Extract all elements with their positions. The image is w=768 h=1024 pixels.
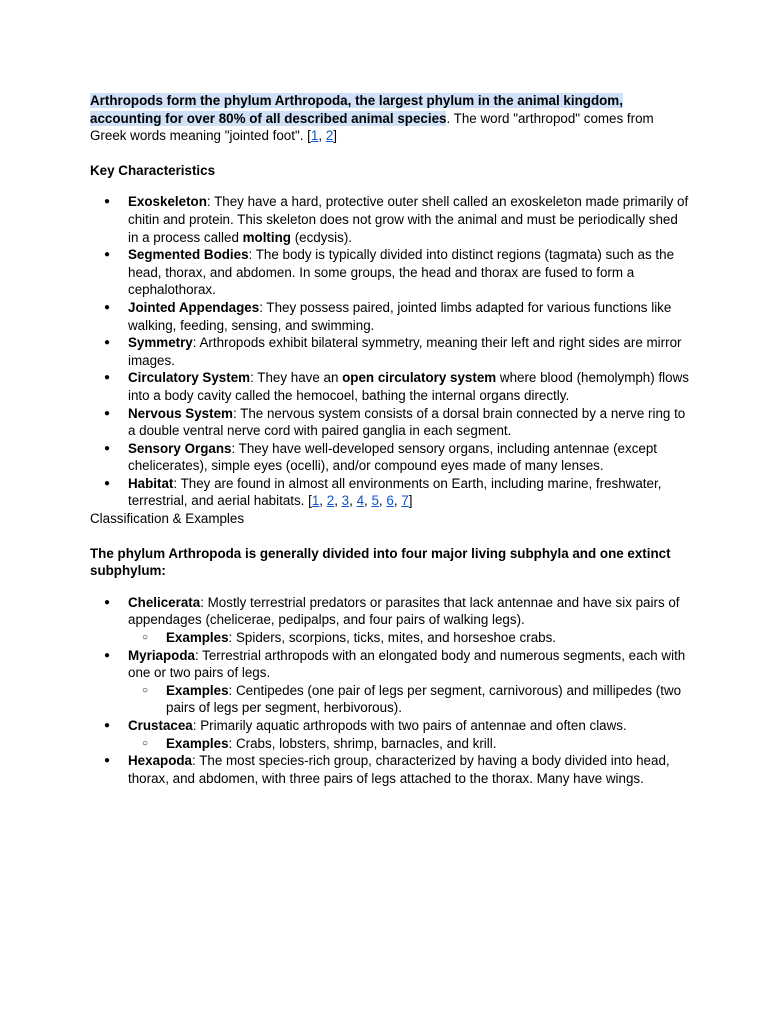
citation-link[interactable]: 7	[401, 493, 409, 509]
list-item: ● Jointed Appendages: They possess paired, jointed limbs adapted for various functions like walking, feeding, sensing, and swimming.	[90, 299, 690, 334]
list-item: ● Crustacea: Primarily aquatic arthropods with two pairs of antennae and often claws. ○ Examples: Crabs, lobsters, shrimp, barnacles, and krill.	[90, 717, 690, 752]
list-item: ● Segmented Bodies: The body is typically divided into distinct regions (tagmata) such as the head, thorax, and abdomen. In some groups, the head and thorax are fused to form a cephalothorax.	[90, 246, 690, 299]
citation-link[interactable]: 1	[311, 493, 320, 509]
list-item: ● Chelicerata: Mostly terrestrial predators or parasites that lack antennae and have six pairs of appendages (chelicerae, pedipalps, and four pairs of walking legs). ○ Examples: Spiders, scorpions, ticks, mites, and horseshoe crabs.	[90, 594, 690, 647]
citation-link[interactable]: 5	[371, 493, 379, 509]
characteristics-list	[90, 193, 690, 510]
citation-link[interactable]: 2	[326, 493, 335, 509]
examples-list	[128, 682, 690, 717]
key-characteristics-heading: Key Characteristics	[90, 162, 216, 178]
list-item: ○ Examples: Spiders, scorpions, ticks, mites, and horseshoe crabs.	[128, 629, 690, 647]
list-item: ● Sensory Organs: They have well-developed sensory organs, including antennae (except chelicerates), simple eyes (ocelli), and/or compound eyes made of many lenses.	[90, 440, 690, 475]
subphylum-chelicerata	[90, 594, 690, 647]
list-item: ● Exoskeleton: They have a hard, protective outer shell called an exoskeleton made primarily of chitin and protein. This skeleton does not grow with the animal and must be periodically shed in a process called molting (ecdysis).	[90, 193, 690, 246]
intro-paragraph: Arthropods form the phylum Arthropoda, the largest phylum in the animal kingdom, accounting for over 80% of all described animal species. The word "arthropod" comes from Greek words meaning "jointed foot". [1, 2]	[90, 93, 654, 144]
citation-link[interactable]: 4	[356, 493, 365, 509]
list-item: ○ Examples: Crabs, lobsters, shrimp, barnacles, and krill.	[128, 735, 690, 753]
classification-heading: Classification & Examples	[90, 511, 245, 527]
list-item: ● Circulatory System: They have an open circulatory system where blood (hemolymph) flows into a body cavity called the hemocoel, bathing the internal organs directly.	[90, 369, 690, 404]
document-page	[90, 92, 690, 787]
citation-link[interactable]: 6	[386, 493, 394, 509]
examples-list	[128, 735, 690, 753]
citation-link[interactable]: 3	[341, 493, 350, 509]
subphyla-intro: The phylum Arthropoda is generally divided into four major living subphyla and one extinct subphylum:	[90, 545, 671, 579]
list-item: ● Myriapoda: Terrestrial arthropods with an elongated body and numerous segments, each with one or two pairs of legs. ○ Examples: Centipedes (one pair of legs per segment, carnivorous) and millipedes (two pairs of legs per segment, herbivorous).	[90, 647, 690, 717]
list-item: ● Habitat: They are found in almost all environments on Earth, including marine, freshwater, terrestrial, and aerial habitats. [1, 2, 3, 4, 5, 6, 7]	[90, 475, 690, 510]
list-item: ● Hexapoda: The most species-rich group, characterized by having a body divided into head, thorax, and abdomen, with three pairs of legs attached to the thorax. Many have wings.	[90, 752, 690, 787]
subphylum-hexapoda	[90, 752, 690, 787]
citation-link[interactable]: 2	[325, 128, 334, 144]
examples-list	[128, 629, 690, 647]
list-item: ● Symmetry: Arthropods exhibit bilateral symmetry, meaning their left and right sides are mirror images.	[90, 334, 690, 369]
subphylum-crustacea	[90, 717, 690, 752]
highlighted-text: Arthropods form the phylum Arthropoda, the largest phylum in the animal kingdom, accounting for over 80% of all described animal species	[90, 93, 623, 126]
list-item: ○ Examples: Centipedes (one pair of legs per segment, carnivorous) and millipedes (two pairs of legs per segment, herbivorous).	[128, 682, 690, 717]
list-item: ● Nervous System: The nervous system consists of a dorsal brain connected by a nerve ring to a double ventral nerve cord with paired ganglia in each segment.	[90, 405, 690, 440]
citation-link[interactable]: 1	[310, 128, 319, 144]
subphylum-myriapoda	[90, 647, 690, 717]
